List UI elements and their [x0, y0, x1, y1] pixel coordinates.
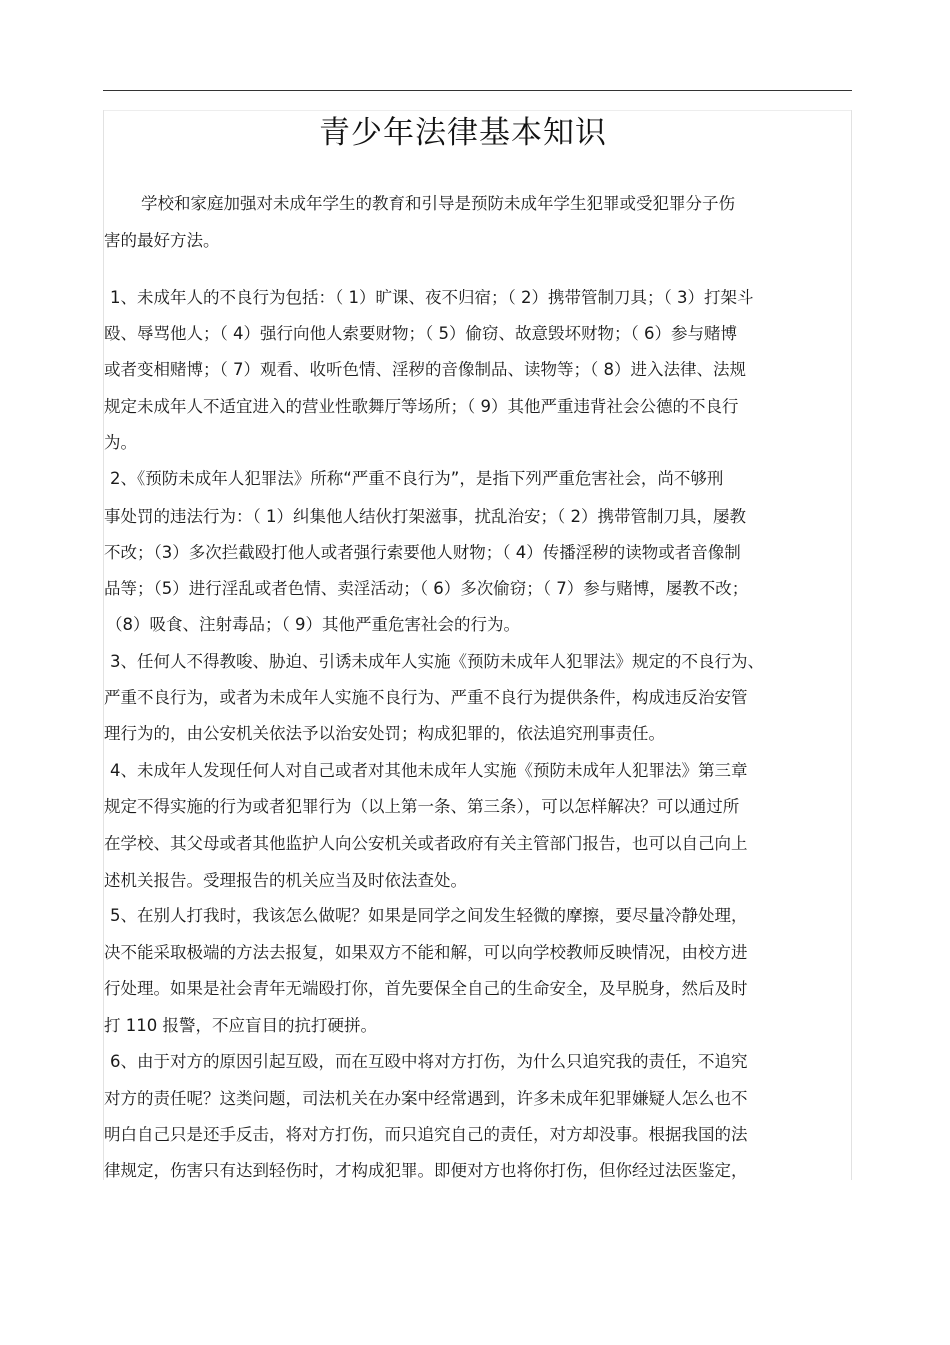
text-line: 3、任何人不得教唆、胁迫、引诱未成年人实施《预防未成年人犯罪法》规定的不良行为、 — [110, 652, 764, 671]
text-line: 行处理。如果是社会青年无端殴打你，首先要保全自己的生命安全，及早脱身，然后及时 — [104, 979, 748, 998]
text-line: 1、未成年人的不良行为包括：（ 1）旷课、夜不归宿；（ 2）携带管制刀具；（ 3）打架斗 — [110, 288, 754, 307]
page-frame-right — [851, 110, 852, 1180]
text-line: 决不能采取极端的方法去报复，如果双方不能和解，可以向学校教师反映情况，由校方进 — [104, 943, 748, 962]
page-frame-top — [103, 110, 852, 111]
text-line: 事处罚的违法行为：（ 1）纠集他人结伙打架滋事，扰乱治安；（ 2）携带管制刀具，屡教 — [104, 507, 746, 526]
text-line: 学校和家庭加强对未成年学生的教育和引导是预防未成年学生犯罪或受犯罪分子伤 — [141, 194, 735, 213]
text-line: 律规定，伤害只有达到轻伤时，才构成犯罪。即便对方也将你打伤，但你经过法医鉴定， — [104, 1161, 748, 1180]
text-line: 6、由于对方的原因引起互殴，而在互殴中将对方打伤，为什么只追究我的责任，不追究 — [110, 1052, 748, 1071]
text-line: 在学校、其父母或者其他监护人向公安机关或者政府有关主管部门报告，也可以自己向上 — [104, 834, 748, 853]
header-rule — [103, 90, 852, 91]
text-line: 不改；（3）多次拦截殴打他人或者强行索要他人财物；（ 4）传播淫秽的读物或者音像制 — [104, 543, 741, 562]
text-line: 殴、辱骂他人；（ 4）强行向他人索要财物；（ 5）偷窃、故意毁坏财物；（ 6）参与赌博 — [104, 324, 737, 343]
text-line: （8）吸食、注射毒品；（ 9）其他严重危害社会的行为。 — [106, 615, 520, 634]
document-title: 青少年法律基本知识 — [319, 115, 607, 151]
text-line: 品等；（5）进行淫乱或者色情、卖淫活动；（ 6）多次偷窃；（ 7）参与赌博，屡教不改； — [104, 579, 749, 598]
text-line: 规定不得实施的行为或者犯罪行为（以上第一条、第三条），可以怎样解决？可以通过所 — [104, 797, 740, 816]
text-line: 严重不良行为，或者为未成年人实施不良行为、严重不良行为提供条件，构成违反治安管 — [104, 688, 748, 707]
text-line: 或者变相赌博；（ 7）观看、收听色情、淫秽的音像制品、读物等；（ 8）进入法律、法规 — [104, 360, 746, 379]
text-line: 为。 — [104, 433, 137, 452]
text-line: 规定未成年人不适宜进入的营业性歌舞厅等场所；（ 9）其他严重违背社会公德的不良行 — [104, 397, 739, 416]
text-line: 5、在别人打我时，我该怎么做呢？如果是同学之间发生轻微的摩擦，要尽量冷静处理， — [110, 906, 748, 925]
text-line: 4、未成年人发现任何人对自己或者对其他未成年人实施《预防未成年人犯罪法》第三章 — [110, 761, 748, 780]
text-line: 2、《预防未成年人犯罪法》所称“严重不良行为”，是指下列严重危害社会，尚不够刑 — [110, 469, 724, 488]
text-line: 理行为的，由公安机关依法予以治安处罚；构成犯罪的，依法追究刑事责任。 — [104, 724, 665, 743]
text-line: 述机关报告。受理报告的机关应当及时依法查处。 — [104, 871, 467, 890]
text-line: 害的最好方法。 — [104, 231, 220, 250]
text-line: 明白自己只是还手反击，将对方打伤，而只追究自己的责任，对方却没事。根据我国的法 — [104, 1125, 748, 1144]
text-line: 对方的责任呢？这类问题，司法机关在办案中经常遇到，许多未成年犯罪嫌疑人怎么也不 — [104, 1089, 748, 1108]
text-line: 打 110 报警，不应盲目的抗打硬拼。 — [104, 1016, 377, 1035]
